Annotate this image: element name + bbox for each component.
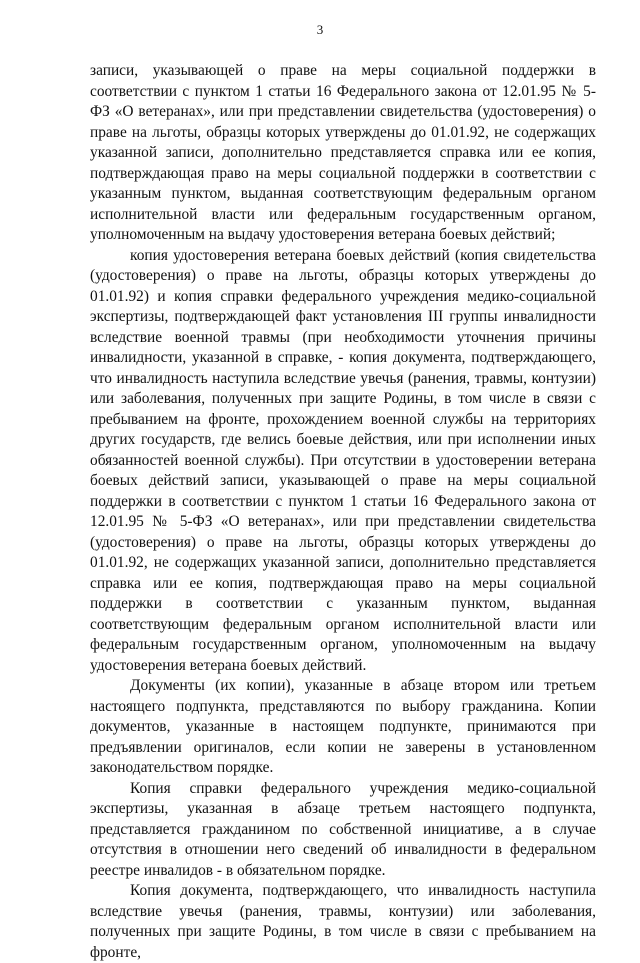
paragraph-documents-choice: Документы (их копии), указанные в абзаце втором или третьем настоящего подпункта, представляются по выбору гражданина. Копии документов, указанные в настоящем подпункте, принимаются при предъявлении оригиналов, если копии не заверены в установленном законодательством порядке. [90, 677, 596, 776]
document-body [90, 61, 596, 963]
paragraph-continuation: записи, указывающей о праве на меры социальной поддержки в соответствии с пунктом 1 статьи 16 Федерального закона от 12.01.95 № 5-ФЗ «О ветеранах», или при представлении свидетельства (удостоверения) о праве на льготы, образцы которых утверждены до 01.01.92, не содержащих указанной записи, дополнительно представляется справка или ее копия, подтверждающая право на меры социальной поддержки в соответствии с указанным пунктом, выданная соответствующим федеральным органом исполнительной власти или федеральным государственным органом, уполномоченным на выдачу удостоверения ветерана боевых действий; [90, 62, 596, 243]
paragraph-certificate-copy: копия удостоверения ветерана боевых действий (копия свидетельства (удостоверения) о праве на льготы, образцы которых утверждены до 01.01.92) и копия справки федерального учреждения медико-социальной экспертизы, подтверждающей факт установления III группы инвалидности вследствие военной травмы (при необходимости уточнения причины инвалидности, указанной в справке, - копия документа, подтверждающего, что инвалидность наступила вследствие увечья (ранения, травмы, контузии) или заболевания, полученных при защите Родины, в том числе в связи с пребыванием на фронте, прохождением военной службы на территориях других государств, где велись боевые действия, или при исполнении иных обязанностей военной службы). При отсутствии в удостоверении ветерана боевых действий записи, указывающей о праве на меры социальной поддержки в соответствии с пунктом 1 статьи 16 Федерального закона от 12.01.95 № 5-ФЗ «О ветеранах», или при представлении свидетельства (удостоверения) о праве на льготы, образцы которых утверждены до 01.01.92, не содержащих указанной записи, дополнительно представляется справка или ее копия, подтверждающая право на меры социальной поддержки в соответствии с указанным пунктом, выданная соответствующим федеральным органом исполнительной власти или федеральным государственным органом, уполномоченным на выдачу удостоверения ветерана боевых действий. [90, 246, 596, 674]
paragraph-mse-certificate: Копия справки федерального учреждения медико-социальной экспертизы, указанная в абзаце третьем настоящего подпункта, представляется гражданином по собственной инициативе, а в случае отсутствия в отношении него сведений об инвалидности в федеральном реестре инвалидов - в обязательном порядке. [90, 779, 596, 879]
page-number: 3 [316, 22, 324, 37]
paragraph-disability-document: Копия документа, подтверждающего, что инвалидность наступила вследствие увечья (ранения, травмы, контузии) или заболевания, полученных при защите Родины, в том числе в связи с пребыванием на фронте, [90, 882, 596, 961]
